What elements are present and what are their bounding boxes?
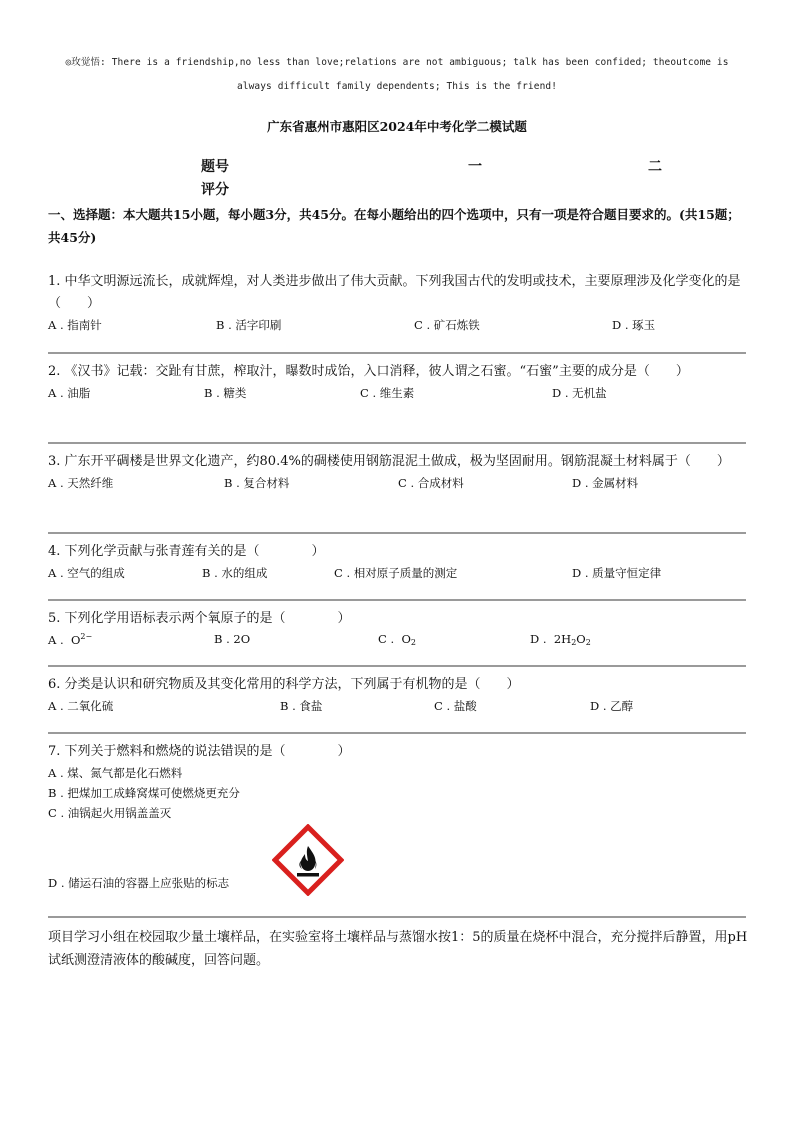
options-row xyxy=(48,698,748,718)
option-d[interactable]: D . 无机盐 xyxy=(552,386,607,400)
options-row xyxy=(48,385,748,405)
question-stem: 6. 分类是认识和研究物质及其变化常用的科学方法，下列属于有机物的是（ ） xyxy=(48,677,520,692)
option-a[interactable]: A . 煤、氮气都是化石燃料 xyxy=(48,766,183,780)
question-stem: 4. 下列化学贡献与张青莲有关的是（ ） xyxy=(48,544,325,559)
formula-oxygen-ion: $O^{2-}$ xyxy=(70,632,93,647)
options-row xyxy=(48,565,748,585)
question-stem: 2. 《汉书》记载：交趾有甘蔗，榨取汁，曝数时成饴，入口消释，彼人谓之石蜜。“石蜜”主要的成分是（ ） xyxy=(48,364,689,379)
option-c[interactable]: C . 合成材料 xyxy=(398,476,464,490)
option-c[interactable] xyxy=(378,632,416,647)
option-b[interactable]: B . 糖类 xyxy=(204,386,247,400)
option-b[interactable]: B . 复合材料 xyxy=(224,476,290,490)
question-3 xyxy=(48,451,748,495)
option-c[interactable]: C . 油锅起火用锅盖盖灭 xyxy=(48,806,172,820)
option-a[interactable] xyxy=(48,632,92,647)
question-stem: 1. 中华文明源远流长，成就辉煌，对人类进步做出了伟大贡献。下列我国古代的发明或技术，主要原理涉及化学变化的是（ ） xyxy=(48,274,741,311)
option-c[interactable]: C . 矿石炼铁 xyxy=(414,318,480,332)
score-table-col-2: 二 xyxy=(648,159,662,175)
options-row xyxy=(48,632,748,652)
score-table-col-1: 一 xyxy=(468,159,482,175)
option-label: A . xyxy=(48,633,64,647)
options-row xyxy=(48,475,748,495)
option-b[interactable]: B . 水的组成 xyxy=(202,566,268,580)
option-d[interactable]: D . 金属材料 xyxy=(572,476,639,490)
formula-hydrogen-peroxide: $2H_2O_2$ xyxy=(553,632,591,647)
section-heading: 一、选择题：本大题共15小题，每小题3分，共45分。在每小题给出的四个选项中，只有一项是符合题目要求的。(共15题；共45分) xyxy=(48,207,740,245)
option-c[interactable]: C . 盐酸 xyxy=(434,699,477,713)
option-d[interactable]: D . 琢玉 xyxy=(612,318,656,332)
option-a[interactable]: A . 二氧化硫 xyxy=(48,699,114,713)
score-table-row-label: 题号 xyxy=(201,159,229,175)
question-6 xyxy=(48,674,748,718)
option-a[interactable]: A . 指南针 xyxy=(48,318,102,332)
question-5 xyxy=(48,608,748,652)
divider xyxy=(48,665,746,667)
question-stem: 7. 下列关于燃料和燃烧的说法错误的是（ ） xyxy=(48,744,351,759)
option-a[interactable]: A . 天然纤维 xyxy=(48,476,114,490)
option-a[interactable]: A . 空气的组成 xyxy=(48,566,125,580)
divider xyxy=(48,442,746,444)
options-row xyxy=(48,317,748,337)
divider xyxy=(48,732,746,734)
formula-oxygen-molecule: $O_2$ xyxy=(401,632,416,647)
question-7 xyxy=(48,741,748,893)
question-stem: 3. 广东开平碉楼是世界文化遗产，约80.4%的碉楼使用钢筋混泥土做成，极为坚固耐用。钢筋混凝土材料属于（ ） xyxy=(48,454,730,469)
score-table-score-label: 评分 xyxy=(201,182,229,198)
option-d[interactable]: D . 储运石油的容器上应张贴的标志 xyxy=(48,876,230,890)
divider xyxy=(48,532,746,534)
score-table xyxy=(0,156,794,200)
flammable-hazard-icon xyxy=(272,824,344,900)
question-2 xyxy=(48,361,748,405)
option-b[interactable]: B . 食盐 xyxy=(280,699,323,713)
option-b[interactable]: B . 把煤加工成蜂窝煤可使燃烧更充分 xyxy=(48,786,240,800)
option-c[interactable]: C . 维生素 xyxy=(360,386,415,400)
divider xyxy=(48,352,746,354)
option-b[interactable]: B . 2O xyxy=(214,632,251,646)
option-c[interactable]: C . 相对原子质量的测定 xyxy=(334,566,458,580)
question-1 xyxy=(48,271,748,337)
option-d[interactable]: D . 质量守恒定律 xyxy=(572,566,662,580)
question-stem: 5. 下列化学用语标表示两个氧原子的是（ ） xyxy=(48,611,351,626)
passage-text: 项目学习小组在校园取少量土壤样品，在实验室将土壤样品与蒸馏水按1：5的质量在烧杯中混合，充分搅拌后静置，用pH试纸测澄清液体的酸碱度，回答问题。 xyxy=(48,930,748,968)
option-d[interactable] xyxy=(530,632,591,647)
divider xyxy=(48,599,746,601)
question-4 xyxy=(48,541,748,585)
document-title: 广东省惠州市惠阳区2024年中考化学二模试题 xyxy=(267,119,527,134)
divider xyxy=(48,916,746,918)
option-label: C . xyxy=(378,632,395,646)
option-label: D . xyxy=(530,632,547,646)
option-a[interactable]: A . 油脂 xyxy=(48,386,91,400)
option-b[interactable]: B . 活字印刷 xyxy=(216,318,282,332)
header-note: ◎玫觉悟: There is a friendship,no less than love;relations are not ambiguous; talk has been confided; theoutcome is always difficult family dependents; This is the friend! xyxy=(65,57,729,92)
option-d[interactable]: D . 乙醇 xyxy=(590,699,634,713)
